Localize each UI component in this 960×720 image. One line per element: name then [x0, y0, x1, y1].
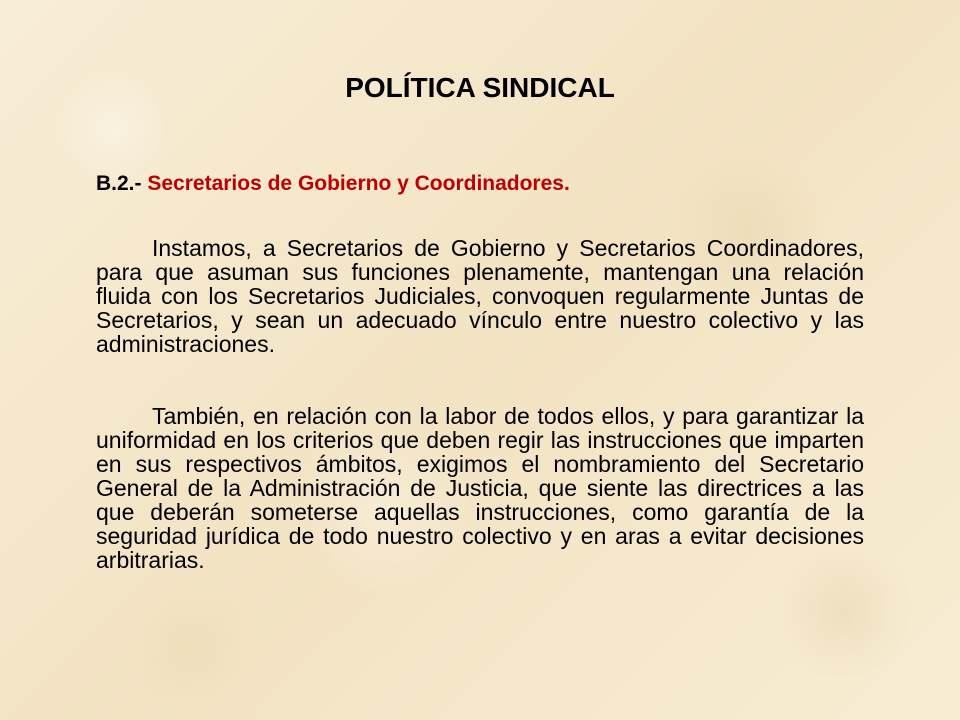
- paragraph-1: Instamos, a Secretarios de Gobierno y Secretarios Coordinadores, para que asuman sus funciones plenamente, mantengan una relación fluida con los Secretarios Judiciales, convoquen regularmente Juntas de Secretarios, y sean un adecuado vínculo entre nuestro colectivo y las administraciones.: [96, 235, 864, 357]
- paragraph-2: También, en relación con la labor de todos ellos, y para garantizar la uniformidad en los criterios que deben regir las instrucciones que imparten en sus respectivos ámbitos, exigimos el nombramiento del Secretario General de la Administración de Justicia, que siente las directrices a las que deberán someterse aquellas instrucciones, como garantía de la seguridad jurídica de todo nuestro colectivo y en aras a evitar decisiones arbitrarias.: [96, 403, 864, 573]
- slide-title: POLÍTICA SINDICAL: [345, 72, 615, 103]
- section-name: Secretarios de Gobierno y Coordinadores.: [147, 172, 570, 195]
- section-number: B.2.-: [96, 172, 142, 195]
- section-heading: [96, 170, 876, 198]
